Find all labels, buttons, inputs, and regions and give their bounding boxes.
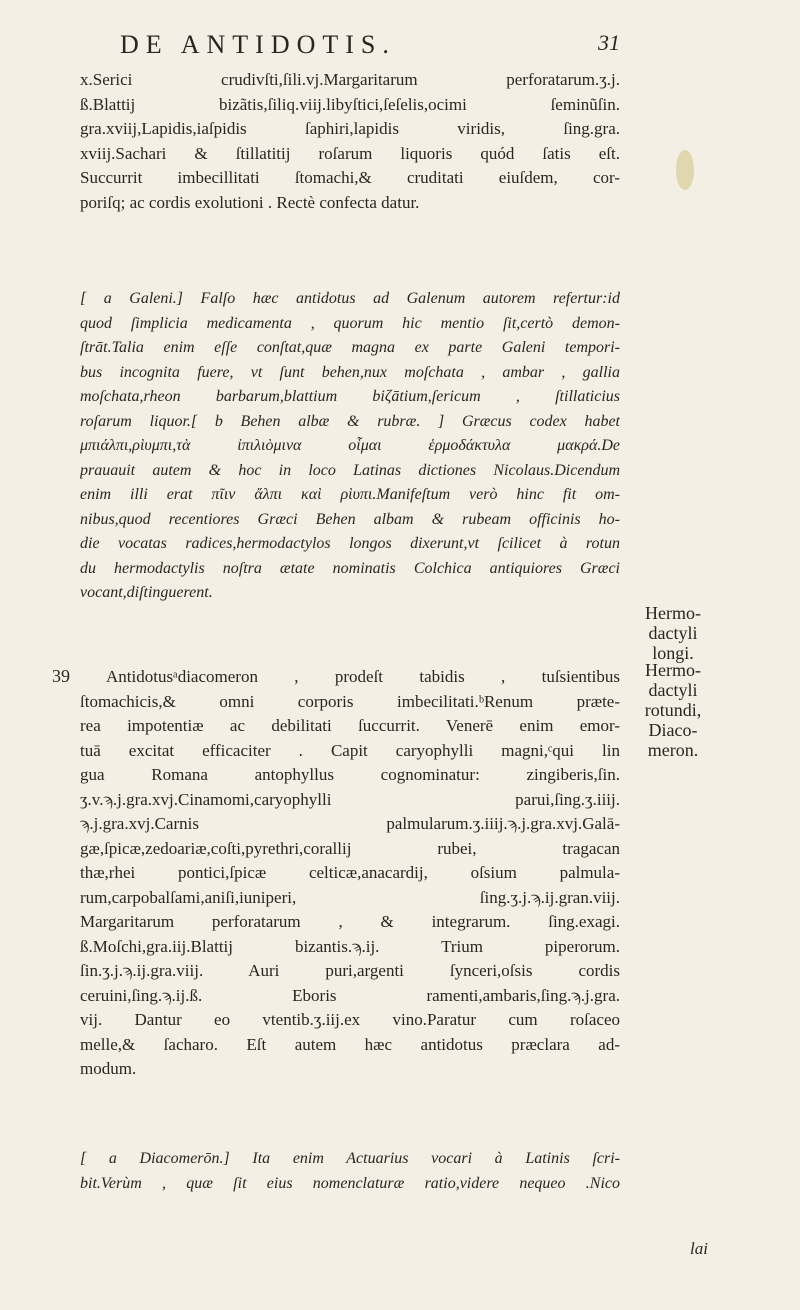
text-line: ſtomachicis,& omni corporis imbecilitati.ᵇRenum præte- [80, 691, 620, 711]
text-line: thæ,rhei pontici,ſpicæ celticæ,anacardij, oſsium palmula- [80, 863, 620, 882]
text-line: μπιάλπι,ρὶυμπι,τὰ ἰπιλιὸμινα οἶμαι ἑρμοδάκτυλα μακρά.De [80, 437, 620, 454]
text-line: [ a Galeni.] Falſo hæc antidotus ad Galenum autorem refertur:id [80, 290, 620, 307]
text-line: vocant,diſtinguerent. [80, 584, 213, 601]
margin-line: Diaco- [648, 720, 698, 740]
text-line: x.Serici crudivſti,ſili.vj.Margaritarum perforatarum.ʒ.j. [80, 70, 620, 89]
text-line: prauauit autem & hoc in loco Latinas dictiones Nicolaus.Dicendum [80, 461, 620, 479]
margin-line: Hermo- [645, 660, 701, 680]
text-line: roſarum liquor.[ b Behen albæ & rubræ. ] Græcus codex habet [80, 412, 620, 430]
margin-line: longi. [652, 643, 694, 663]
text-line: vij. Dantur eo vtentib.ʒ.iij.ex vino.Paratur cum roſaceo [80, 1010, 620, 1029]
running-header [120, 30, 620, 64]
text-line: Succurrit imbecillitati ſtomachi,& cruditati eiuſdem, cor- [80, 168, 620, 187]
text-line: ʒ.v.ϡ.j.gra.xvj.Cinamomi,caryophylli parui,ſing.ʒ.iiij. [80, 789, 620, 809]
text-line: gæ,ſpicæ,zedoariæ,coſti,pyrethri,corallij rubei, tragacan [80, 838, 620, 858]
running-title: DE ANTIDOTIS. [120, 30, 396, 59]
text-line: enim illi erat πῖιν ἄλπι καὶ ρὶυπι.Manifeſtum verò hinc fit om- [80, 486, 620, 503]
text-line: gra.xviij,Lapidis,iaſpidis ſaphiri,lapidis viridis, ſing.gra. [80, 119, 620, 138]
text-line: nibus,quod recentiores Græci Behen albam & rubeam officinis ho- [80, 510, 620, 528]
text-line: bit.Verùm , quæ ſit eius nomenclaturæ ratio,videre nequeo .Nico [80, 1174, 620, 1192]
text-line: modum. [80, 1059, 137, 1078]
text-line: ceruini,ſing.ϡ.ij.ß. Eboris ramenti,ambaris,ſing.ϡ.j.gra. [80, 985, 620, 1005]
text-line: quod ſimplicia medicamenta , quorum hic mentio ſit,certò demon- [80, 314, 620, 332]
text-line: du hermodactylis noſtra ætate nominatis Colchica antiquiores Græci [80, 559, 620, 577]
text-line: moſchata,rheon barbarum,blattium biζātium,ſericum , ſtillaticius [80, 388, 620, 405]
text-line: ß.Blattij bizãtis,ſiliq.viij.libyſtici,ſeſelis,ocimi ſeminũſin. [80, 94, 620, 114]
margin-line: dactyli [648, 680, 698, 700]
text-line: Margaritarum perforatarum , & integrarum. ſing.exagi. [80, 912, 620, 931]
margin-line: meron. [647, 740, 699, 760]
antidote-diacomeron-recipe [80, 665, 620, 1082]
text-line: ſtrāt.Talia enim eſſe conſtat,quæ magna ex parte Galeni tempori- [80, 339, 620, 356]
text-line: ſin.ʒ.j.ϡ.ij.gra.viij. Auri puri,argenti ſynceri,oſsis cordis [80, 961, 620, 980]
text-line: gua Romana antophyllus cognominatur: zingiberis,ſin. [80, 765, 620, 784]
text-line: tuā excitat efficaciter . Capit caryophylli magni,ᶜqui lin [80, 740, 620, 760]
page-number: 31 [598, 30, 620, 55]
text-line: rea impotentiæ ac debilitati ſuccurrit. Venerē enim emor- [80, 716, 620, 735]
text-line: ϡ.j.gra.xvj.Carnis palmularum.ʒ.iiij.ϡ.j.gra.xvj.Galā- [80, 814, 620, 833]
commentary-diacomeron [80, 1147, 620, 1196]
section-number: 39 [52, 666, 70, 686]
text-line: Antidotusᵃdiacomeron , prodeſt tabidis , tuſsientibus [106, 667, 620, 686]
text-line: poriſq; ac cordis exolutioni . Rectè confecta datur. [80, 192, 420, 212]
text-line: [ a Diacomerōn.] Ita enim Actuarius vocari à Latinis ſcri- [80, 1150, 620, 1167]
text-line: melle,& ſacharo. Eſt autem hæc antidotus præclara ad- [80, 1034, 620, 1054]
text-line: rum,carpobalſami,aniſi,iuniperi, ſing.ʒ.j.ϡ.ij.gran.viij. [80, 887, 620, 907]
marginal-note-hermodactyli-longi [628, 603, 718, 663]
text-line: bus incognita fuere, vt ſunt behen,nux moſchata , ambar , gallia [80, 363, 620, 381]
text-line: xviij.Sachari & ſtillatitij roſarum liquoris quód ſatis eſt. [80, 143, 620, 163]
margin-line: dactyli [648, 623, 698, 643]
margin-line: rotundi, [644, 700, 702, 720]
text-line: die vocatas radices,hermodactylos longos dixerunt,vt ſcilicet à rotun [80, 535, 620, 552]
paper-stain [676, 150, 694, 190]
text-line: ß.Moſchi,gra.iij.Blattij bizantis.ϡ.ij. Trium piperorum. [80, 936, 620, 956]
catchword: lai [690, 1239, 708, 1258]
commentary-block [80, 287, 620, 606]
recipe-continuation [80, 68, 620, 215]
margin-line: Hermo- [645, 603, 701, 623]
marginal-note-hermodactyli-rotundi [628, 660, 718, 760]
